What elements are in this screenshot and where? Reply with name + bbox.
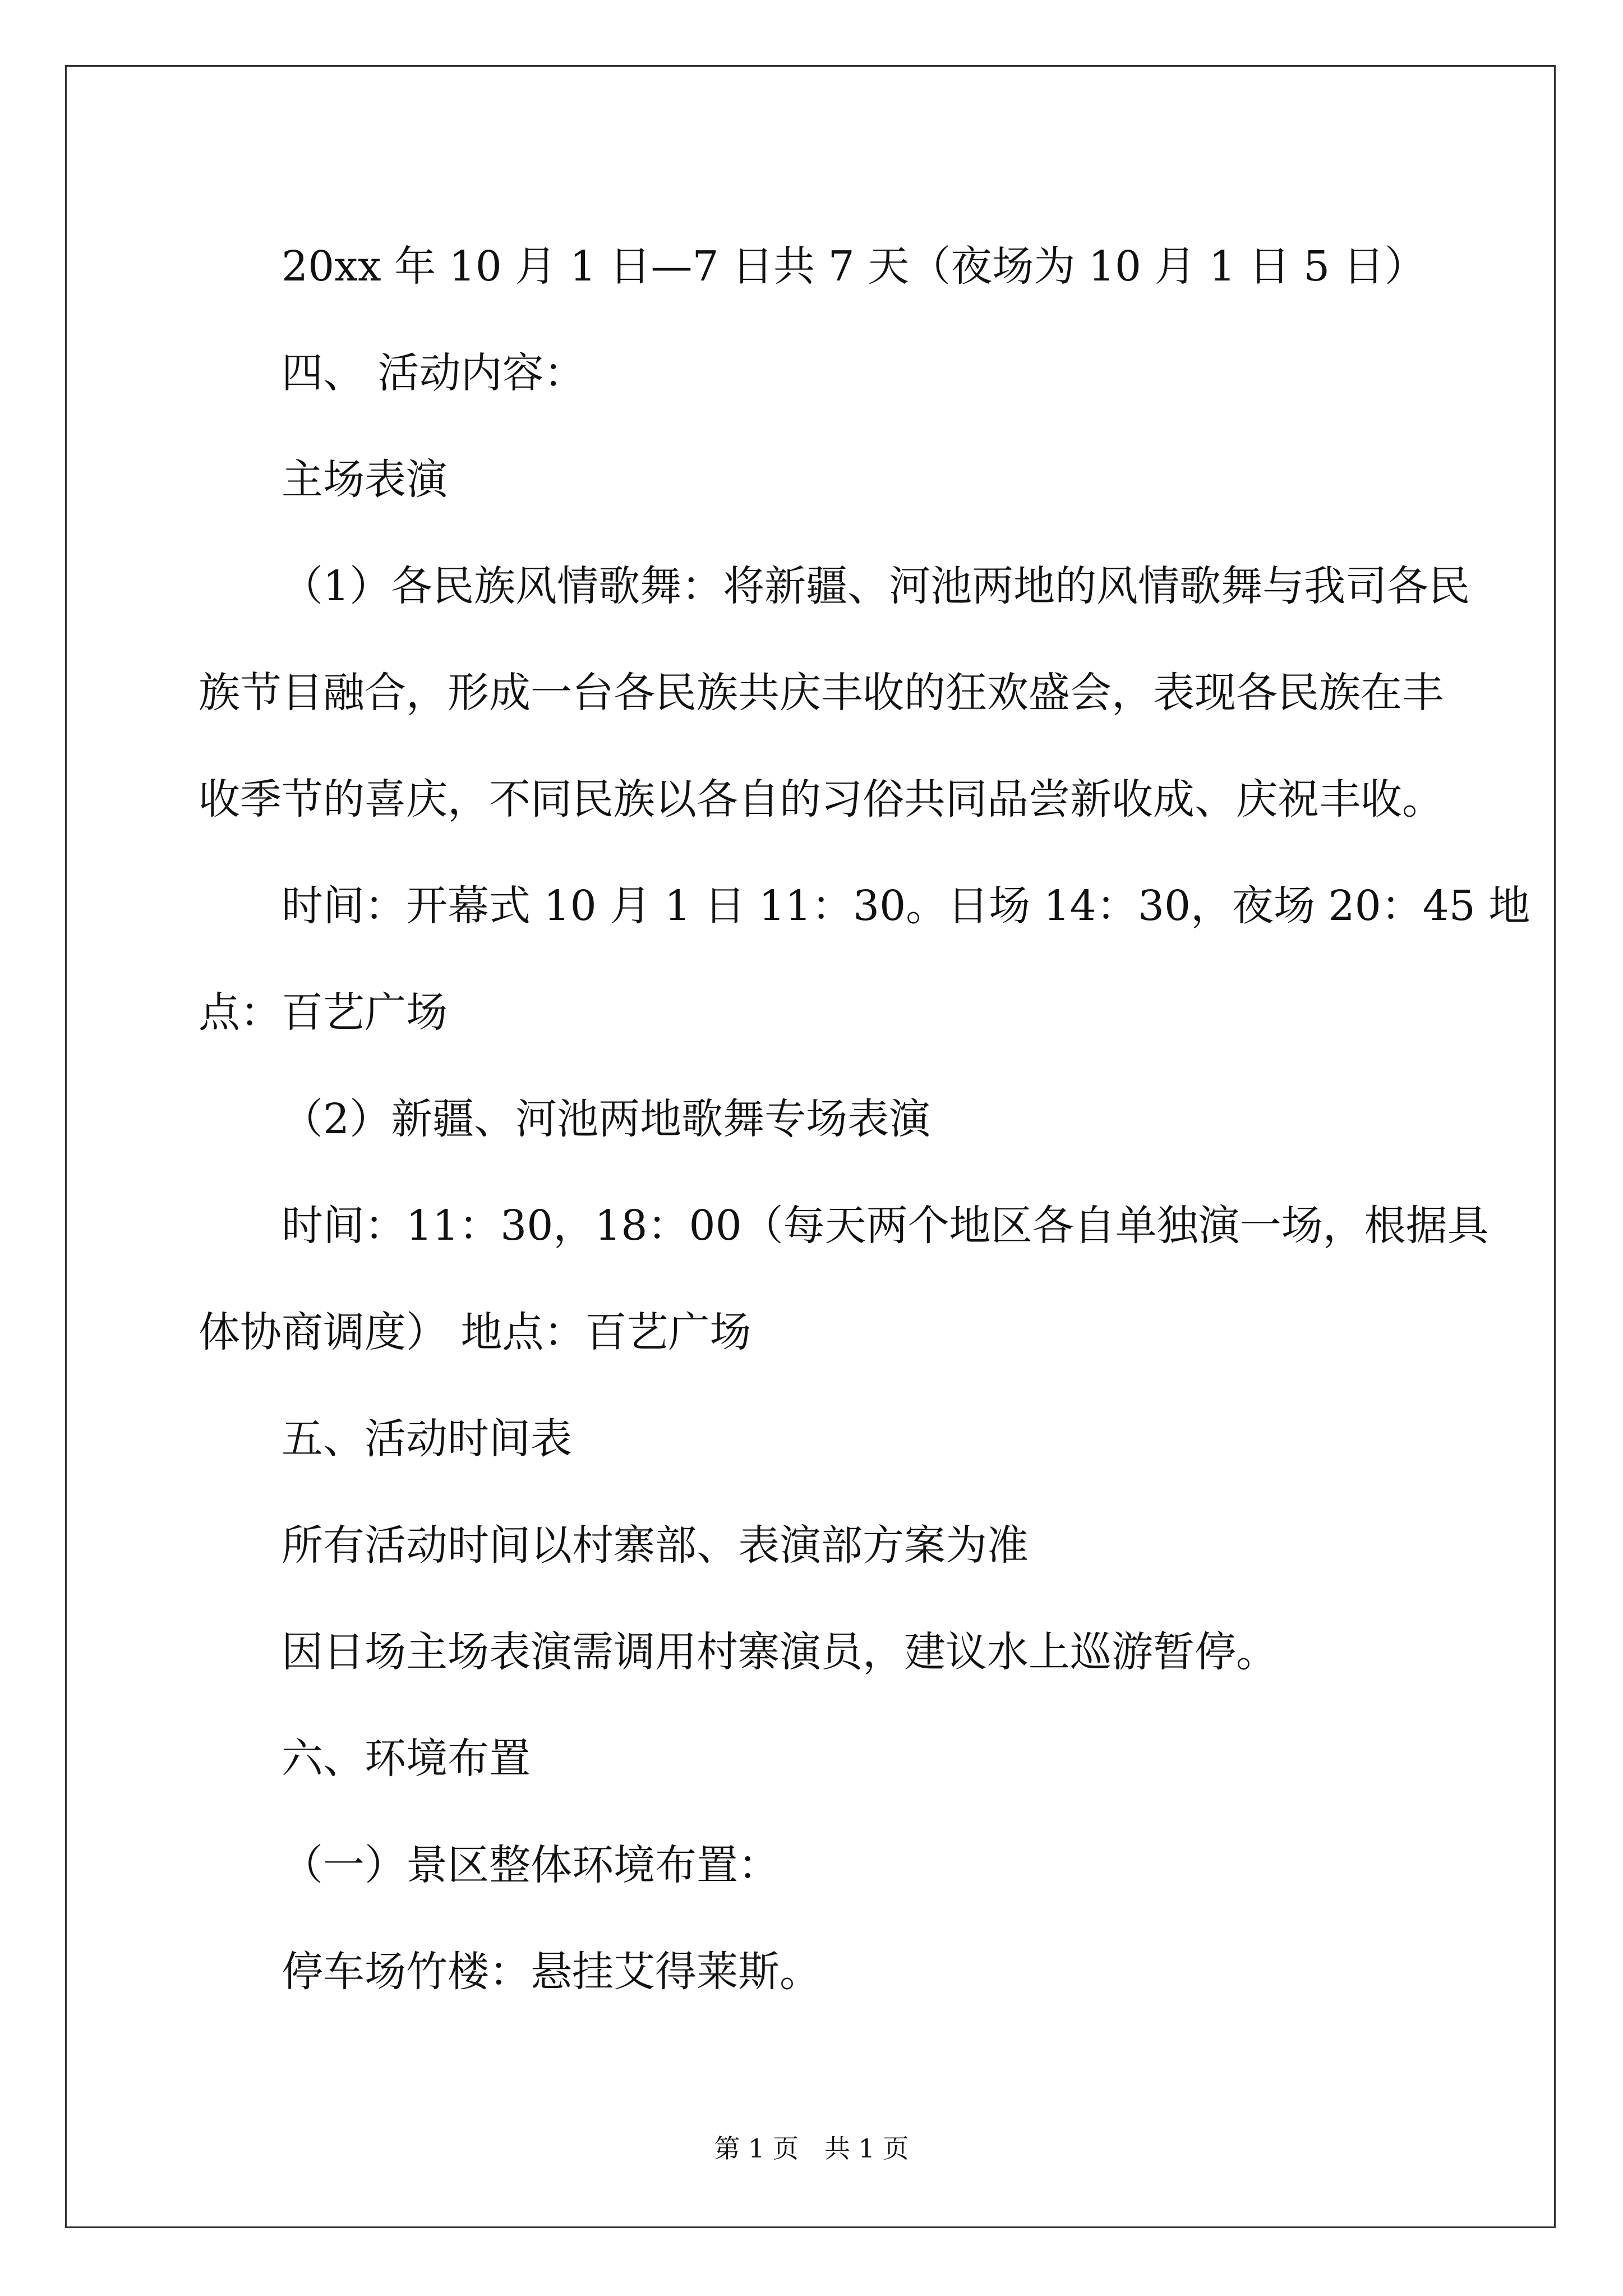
item-2-time-line-2: 体协商调度） 地点：百艺广场	[199, 1308, 751, 1356]
date-range-line: 20xx 年 10 月 1 日—7 日共 7 天（夜场为 10 月 1 日 5 日）	[282, 242, 1426, 291]
item-2-line: （2）新疆、河池两地歌舞专场表演	[282, 1095, 931, 1143]
schedule-note-1: 所有活动时间以村寨部、表演部方案为准	[282, 1521, 1029, 1570]
item-2-time-line-1: 时间：11：30，18：00（每天两个地区各自单独演一场，根据具	[282, 1202, 1489, 1250]
item-1-line-1: （1）各民族风情歌舞：将新疆、河池两地的风情歌舞与我司各民	[282, 562, 1470, 610]
schedule-note-2: 因日场主场表演需调用村寨演员，建议水上巡游暂停。	[282, 1628, 1278, 1676]
main-stage-heading: 主场表演	[282, 455, 448, 504]
subsection-one-heading: （一）景区整体环境布置：	[282, 1841, 780, 1889]
item-1-time-line-2: 点：百艺广场	[199, 988, 448, 1037]
section-four-heading: 四、 活动内容：	[282, 349, 585, 397]
parking-lot-line: 停车场竹楼：悬挂艾得莱斯。	[282, 1948, 821, 1996]
section-five-heading: 五、活动时间表	[282, 1415, 572, 1463]
document-body	[199, 213, 1530, 2025]
page-footer: 第 1 页 共 1 页	[714, 2133, 909, 2164]
item-1-line-3: 收季节的喜庆，不同民族以各自的习俗共同品尝新收成、庆祝丰收。	[199, 775, 1444, 823]
section-six-heading: 六、环境布置	[282, 1734, 531, 1783]
item-1-line-2: 族节目融合，形成一台各民族共庆丰收的狂欢盛会，表现各民族在丰	[199, 669, 1444, 717]
item-1-time-line-1: 时间：开幕式 10 月 1 日 11：30。日场 14：30，夜场 20：45 地	[282, 882, 1530, 930]
